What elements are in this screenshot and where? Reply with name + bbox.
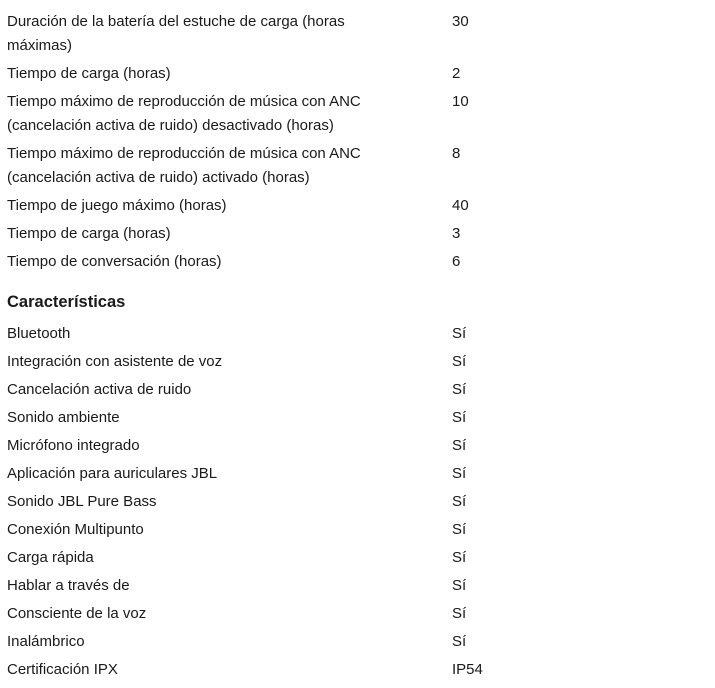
spec-row <box>0 658 715 686</box>
spec-row <box>0 490 715 518</box>
spec-value: Sí <box>452 353 467 370</box>
spec-row <box>0 434 715 462</box>
spec-value: 2 <box>452 65 461 82</box>
spec-value: Sí <box>452 325 467 342</box>
spec-row <box>0 518 715 546</box>
spec-label: Consciente de la voz <box>7 605 147 622</box>
spec-label: Sonido ambiente <box>7 409 120 426</box>
spec-value: 3 <box>452 225 461 242</box>
spec-label: Certificación IPX <box>7 661 118 678</box>
spec-label: Hablar a través de <box>7 577 130 594</box>
spec-value: Sí <box>452 577 467 594</box>
spec-value: Sí <box>452 521 467 538</box>
spec-row <box>0 62 715 90</box>
spec-label: Tiempo de juego máximo (horas) <box>7 197 227 214</box>
spec-label: Carga rápida <box>7 549 94 566</box>
spec-label: Aplicación para auriculares JBL <box>7 465 218 482</box>
spec-row <box>0 378 715 406</box>
spec-value: 30 <box>452 13 469 30</box>
spec-label: Integración con asistente de voz <box>7 353 223 370</box>
spec-row <box>0 546 715 574</box>
spec-row <box>0 574 715 602</box>
spec-row <box>0 222 715 250</box>
spec-label: Tiempo máximo de reproducción de música con ANC (cancelación activa de ruido) activado (horas) <box>7 145 361 186</box>
spec-label: Bluetooth <box>7 325 71 342</box>
spec-value: Sí <box>452 549 467 566</box>
spec-label: Inalámbrico <box>7 633 85 650</box>
spec-value: 6 <box>452 253 461 270</box>
spec-label: Micrófono integrado <box>7 437 140 454</box>
spec-label: Conexión Multipunto <box>7 521 144 538</box>
spec-label: Cancelación activa de ruido <box>7 381 192 398</box>
spec-value: 10 <box>452 93 469 110</box>
spec-row <box>0 90 715 142</box>
spec-value: Sí <box>452 605 467 622</box>
spec-row <box>0 250 715 278</box>
spec-value: Sí <box>452 493 467 510</box>
spec-label: Sonido JBL Pure Bass <box>7 493 157 510</box>
spec-row <box>0 602 715 630</box>
spec-row <box>0 462 715 490</box>
features-spec-list <box>0 322 715 686</box>
spec-row <box>0 194 715 222</box>
spec-row <box>0 350 715 378</box>
spec-value: Sí <box>452 437 467 454</box>
spec-label: Tiempo máximo de reproducción de música con ANC (cancelación activa de ruido) desactivado (horas) <box>7 93 361 134</box>
battery-spec-list <box>0 10 715 278</box>
spec-value: 8 <box>452 145 461 162</box>
spec-row <box>0 630 715 658</box>
section-title-features: Características <box>7 293 126 311</box>
spec-row <box>0 142 715 194</box>
spec-label: Tiempo de carga (horas) <box>7 225 171 242</box>
spec-value: Sí <box>452 633 467 650</box>
spec-value: Sí <box>452 409 467 426</box>
spec-row <box>0 10 715 62</box>
spec-row <box>0 322 715 350</box>
spec-label: Tiempo de carga (horas) <box>7 65 171 82</box>
spec-value: Sí <box>452 381 467 398</box>
spec-value: Sí <box>452 465 467 482</box>
spec-value: 40 <box>452 197 469 214</box>
spec-row <box>0 406 715 434</box>
spec-label: Tiempo de conversación (horas) <box>7 253 222 270</box>
spec-label: Duración de la batería del estuche de carga (horas máximas) <box>7 13 345 54</box>
spec-value: IP54 <box>452 661 483 678</box>
